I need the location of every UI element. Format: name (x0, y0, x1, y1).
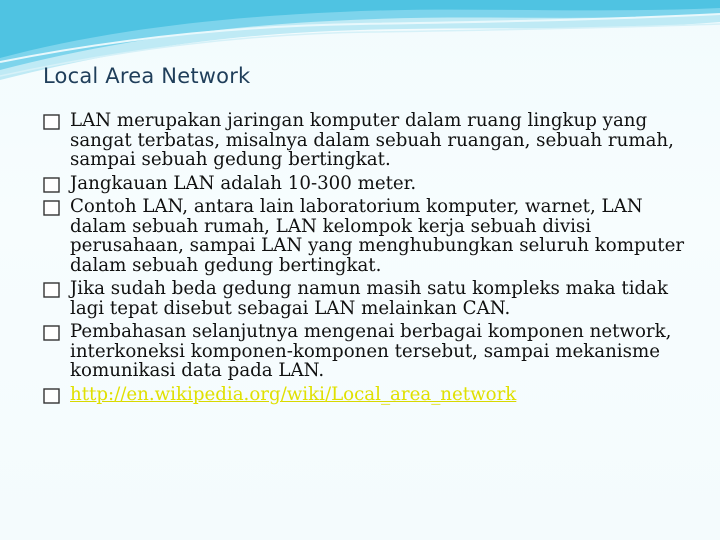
bullet-item (43, 279, 693, 318)
wikipedia-link[interactable]: http://en.wikipedia.org/wiki/Local_area_network (70, 383, 517, 405)
bullet-text: Jangkauan LAN adalah 10-300 meter. (70, 172, 417, 194)
missing-glyph-box-icon (43, 325, 60, 341)
bullet-item (43, 111, 693, 170)
bullet-item (43, 385, 693, 405)
missing-glyph-box-icon (43, 388, 60, 404)
bullet-text: Pembahasan selanjutnya mengenai berbagai komponen network, interkoneksi komponen-komponen tersebut, sampai mekanisme komunikasi data pada LAN. (70, 321, 672, 381)
bullet-item (43, 322, 693, 381)
slide-title: Local Area Network (43, 64, 251, 88)
bullet-list (43, 111, 693, 408)
bullet-item (43, 197, 693, 275)
missing-glyph-box-icon (43, 114, 60, 130)
bullet-text: Jika sudah beda gedung namun masih satu kompleks maka tidak lagi tepat disebut sebagai LAN melainkan CAN. (70, 278, 669, 319)
missing-glyph-box-icon (43, 282, 60, 298)
bullet-item (43, 174, 693, 194)
missing-glyph-box-icon (43, 177, 60, 193)
bullet-text: Contoh LAN, antara lain laboratorium komputer, warnet, LAN dalam sebuah rumah, LAN kelompok kerja sebuah divisi perusahaan, sampai LAN yang menghubungkan seluruh komputer dalam sebuah gedung bertingkat. (70, 196, 685, 276)
missing-glyph-box-icon (43, 200, 60, 216)
bullet-text: LAN merupakan jaringan komputer dalam ruang lingkup yang sangat terbatas, misalnya dalam sebuah ruangan, sebuah rumah, sampai sebuah gedung bertingkat. (70, 110, 674, 170)
